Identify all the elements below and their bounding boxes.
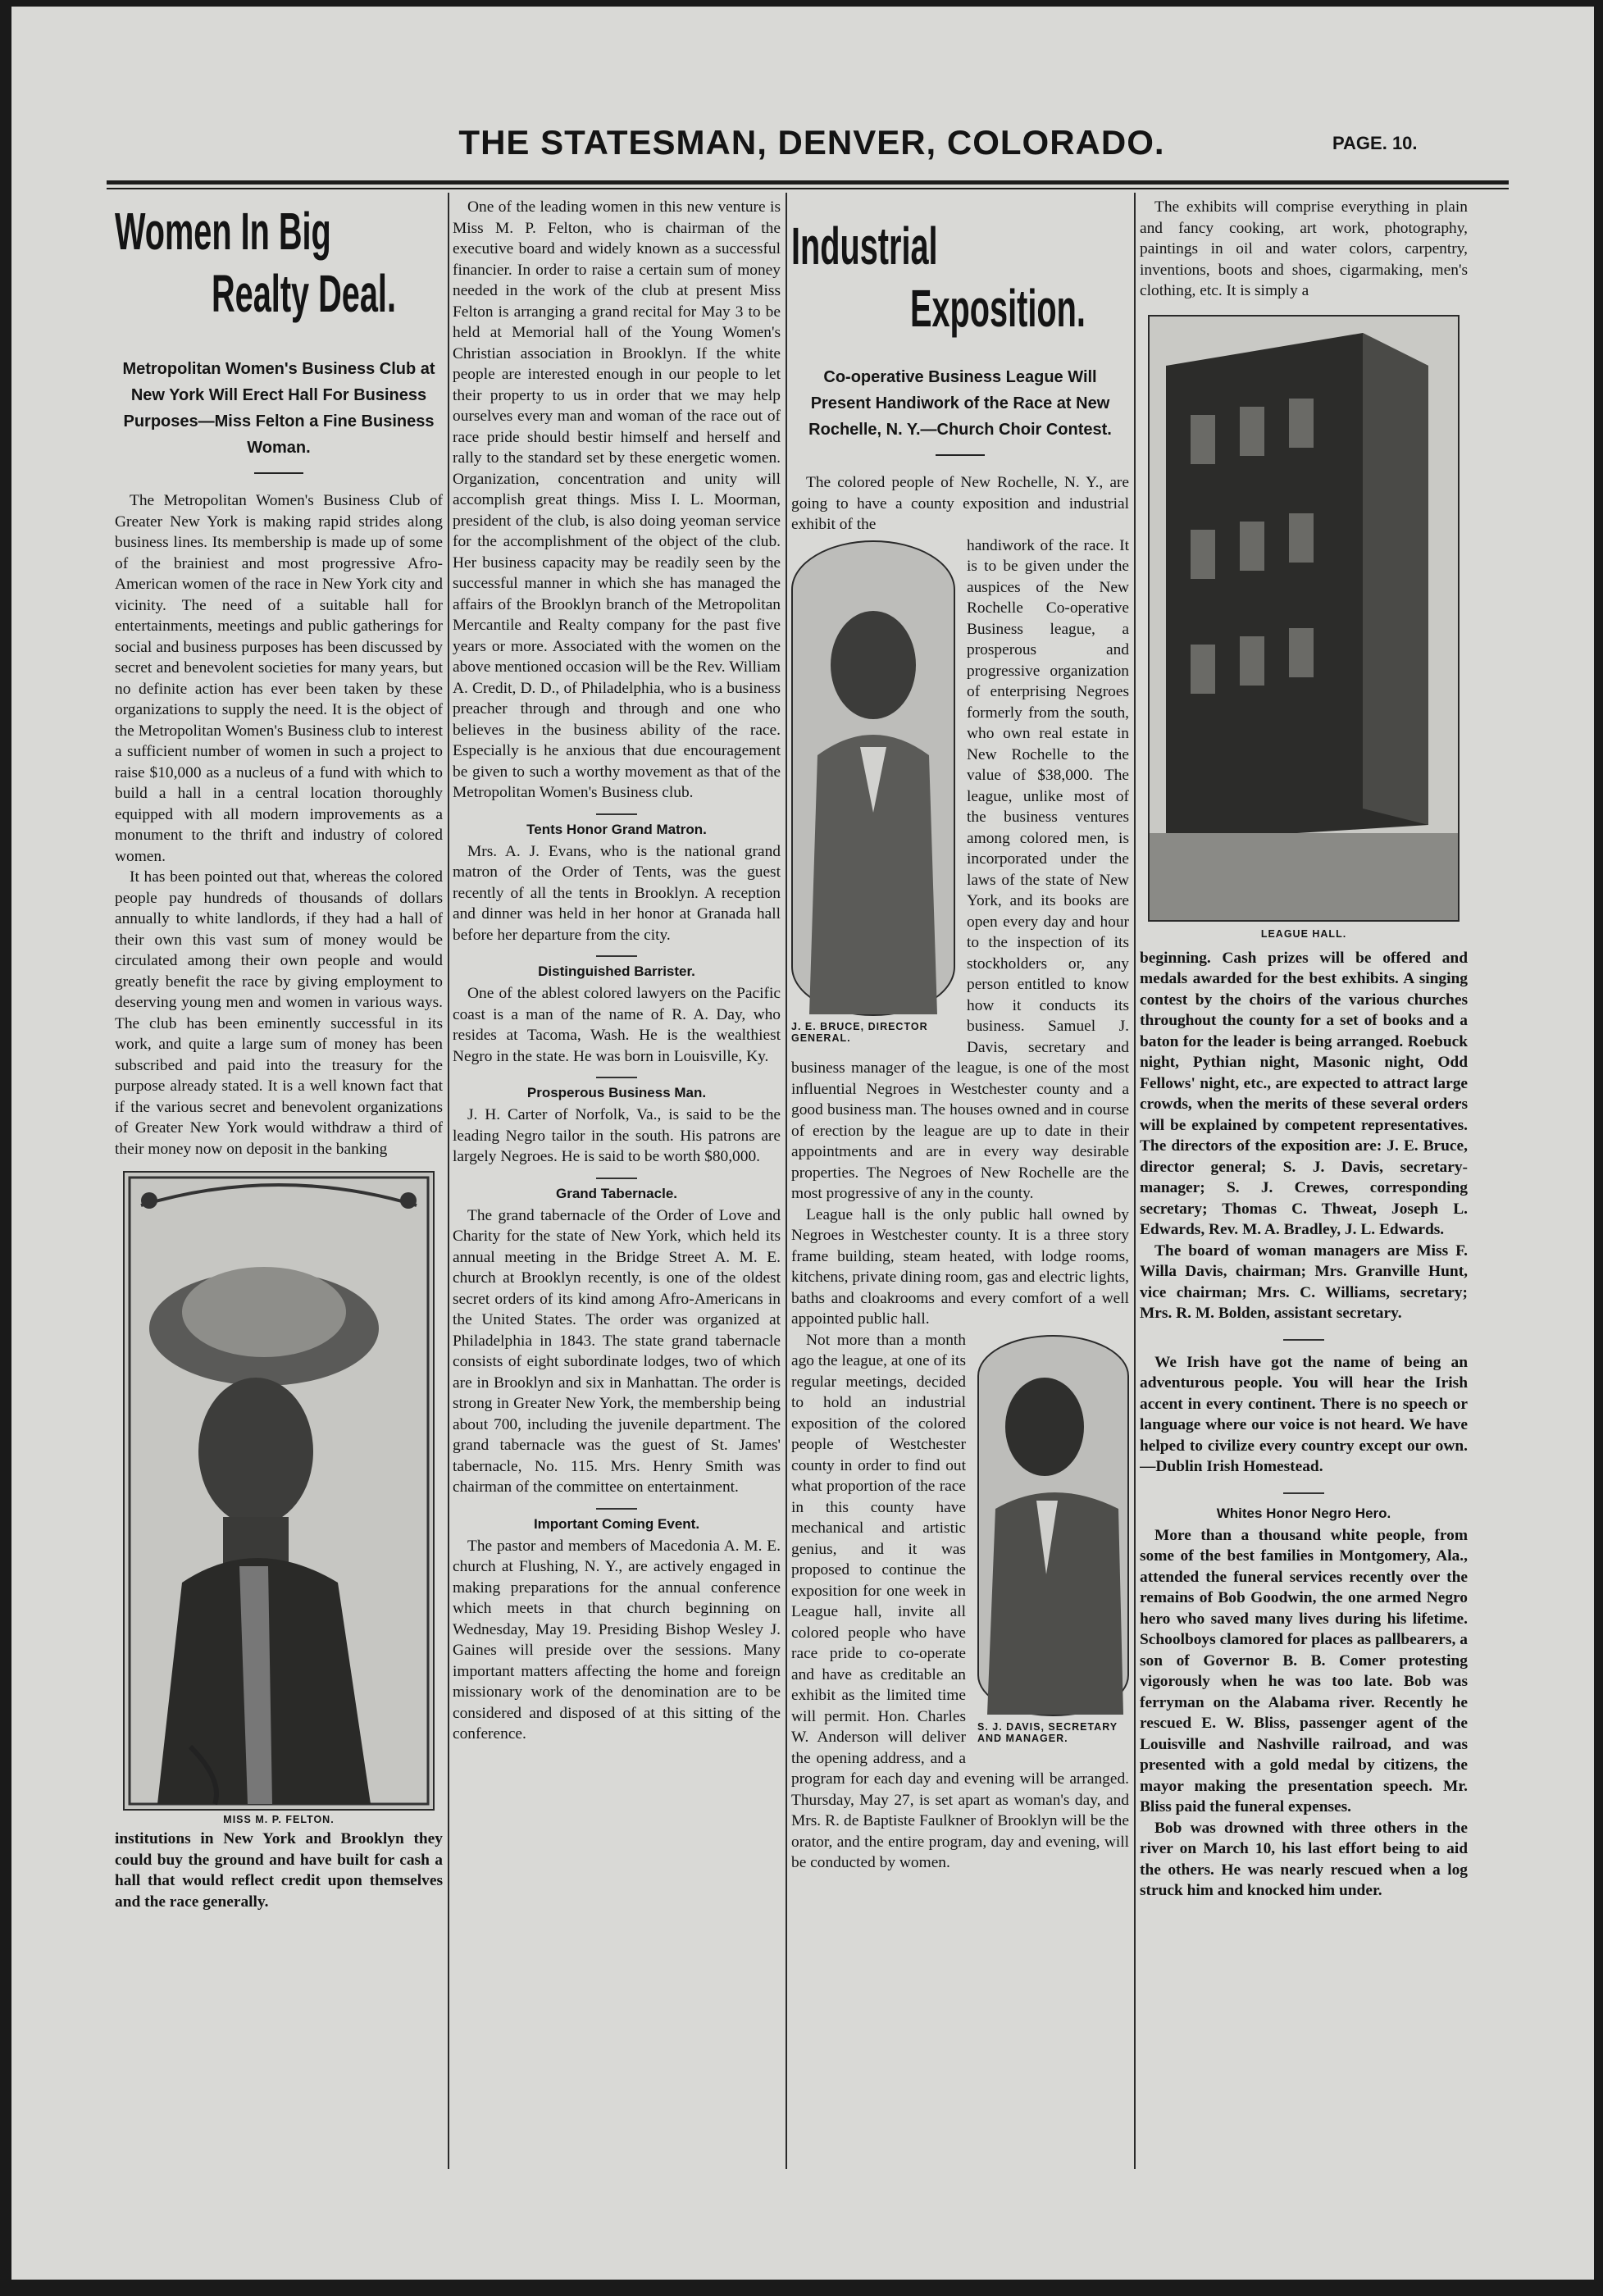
headline-industrial-exposition xyxy=(791,197,1129,344)
article-paragraph: institutions in New York and Brooklyn they could buy the ground and have built for cash a hall that would reflect credit upon themselves and the race generally. xyxy=(115,1830,443,1911)
article-paragraph: League hall is the only public hall owned by Negroes in Westchester county. It is a three story frame building, steam heated, with lodge rooms, kitchens, private dining room, gas and electric lights, baths and cloakrooms and every comfort of a well appointed public hall. xyxy=(791,1205,1129,1328)
photo-caption: J. E. BRUCE, DIRECTOR GENERAL. xyxy=(791,1020,928,1044)
portrait-photo-davis xyxy=(977,1335,1129,1716)
section-rule xyxy=(1283,1492,1324,1494)
photo-league-hall xyxy=(1148,315,1460,922)
column-2 xyxy=(453,197,781,2185)
article-paragraph: Bob was drowned with three others in the river on March 10, his last effort being to aid the others. He was nearly rescued when a log struck him and knocked him under. xyxy=(1140,1819,1468,1899)
photo-block-bruce xyxy=(791,540,955,1044)
column-4 xyxy=(1140,197,1468,2185)
photo-caption: LEAGUE HALL. xyxy=(1260,927,1347,940)
portrait-illustration xyxy=(793,542,954,1014)
article-paragraph: We Irish have got the name of being an adventurous people. You will hear the Irish accent in every continent. There is no speech or language where our voice is not heard. We have helped to civilize every country except our own.—Dublin Irish Homestead. xyxy=(1140,1353,1468,1475)
section-rule xyxy=(596,1077,637,1078)
building-illustration xyxy=(1150,317,1458,920)
article-paragraph: Not more than a month ago the league, at one of its regular meetings, decided to hold an industrial exposition of the colored people of Westchester county in order to find out what proportion of the race in this county have mechanical and artistic genius, and it was proposed to continue the exposition for one week in League hall, invite all colored people who have race pride to co-operate and have as creditable an exhibit as the limited time will permit. Hon. Charles W. Anderson will deliver the opening address, and a program for each day and evening will be arranged. Thursday, May 27, is set apart as woman's day, and Mrs. R. de Baptiste Faulkner of Brooklyn will be the orator, and the entire program, day and evening, will be conducted by women. xyxy=(791,1331,1129,1871)
article-paragraph: The exhibits will comprise everything in plain and fancy cooking, art work, photography, paintings in oil and water colors, carpentry, inventions, boots and shoes, cigarmaking, men's clothing, etc. It is simply a xyxy=(1140,198,1468,299)
column-1 xyxy=(115,197,443,2185)
masthead-title: THE STATESMAN, DENVER, COLORADO. xyxy=(458,123,1165,162)
portrait-photo-bruce xyxy=(791,540,955,1016)
column-3 xyxy=(791,197,1129,2185)
article-paragraph: More than a thousand white people, from some of the best families in Montgomery, Ala., attended the funeral services recently over the remains of Bob Goodwin, the one armed Negro hero who saved many lives during his lifetime. Schoolboys clamored for places as pallbearers, a son of Governor B. B. Comer protesting vigorously when he was too late. Bob was ferryman on the Alabama river. Recently he rescued E. W. Bliss, passenger agent of the Louisville and Nashville railroad, and was presented with a gold medal by citizens, the mayor making the presentation speech. Mr. Bliss paid the funeral expenses. xyxy=(1140,1526,1468,1815)
article-paragraph: The colored people of New Rochelle, N. Y., are going to have a county exposition and industrial exhibit of the xyxy=(791,474,1129,533)
deck-rule xyxy=(936,454,985,456)
article-paragraph: handiwork of the race. It is to be given under the auspices of the New Rochelle Co-operative Business league, a prosperous and progressive organization of enterprising Negroes formerly from the south, who own real estate in New Rochelle to the value of $38,000. The league, unlike most of the business ventures among colored men, is incorporated under the laws of the state of New York, and its books are open every day and hour to the inspection of its stockholders or, any person entitled to know how it conducts its business. Samuel J. Davis, secretary and business manager of the league, is one of the most influential Negroes in Westchester county and a good business man. The houses owned and in course of erection by the league are up to date in their appointments and are in every way desirable properties. The Negroes of New Rochelle are the most progressive of any in the county. xyxy=(791,536,1129,1202)
section-rule xyxy=(596,1508,637,1510)
article-paragraph: The grand tabernacle of the Order of Love and Charity for the state of New York, which held its annual meeting in the Bridge Street A. M. E. church at Brooklyn recently, is one of the oldest secret orders of its kind among Afro-Americans in the United States. The order was organized at Philadelphia in 1843. The state grand tabernacle consists of eight subordinate lodges, two of which are in Brooklyn and six in Manhattan. The order is strong in Greater New York, the membership being about 700, including the juvenile department. The grand tabernacle was the guest of St. James' tabernacle, No. 115. Mrs. Henry Smith was chairman of the committee on entertainment. xyxy=(453,1206,781,1496)
photo-caption: MISS M. P. FELTON. xyxy=(223,1814,335,1825)
article-paragraph: beginning. Cash prizes will be offered and medals awarded for the best exhibits. A singing contest by the choirs of the various churches throughout the county for a set of books and a baton for the leader is being arranged. Roebuck night, Pythian night, Masonic night, Odd Fellows' night, etc., are expected to attract large crowds, when the merits of these several orders will be explained by competent representatives. The directors of the exposition are: J. E. Bruce, director general; S. J. Davis, secretary-manager; S. J. Crewes, corresponding secretary; Thomas C. Thweat, Joseph L. Edwards, Rev. M. A. Bradley, J. L. Edwards. xyxy=(1140,949,1468,1238)
article-paragraph: One of the ablest colored lawyers on the Pacific coast is a man of the name of R. A. Day, who resides at Tacoma, Wash. He is the wealthiest Negro in the state. He was born in Louisville, Ky. xyxy=(453,985,781,1065)
headline-women-in-big-realty-deal xyxy=(115,197,443,335)
portrait-illustration xyxy=(125,1173,433,1809)
deck-rule xyxy=(254,472,303,474)
article-paragraph: One of the leading women in this new venture is Miss M. P. Felton, who is chairman of the executive board and widely known as a successful financier. In order to raise a certain sum of money needed in the work of the club at present Miss Felton is arranging a grand recital for May 3 to be held at Memorial hall of the Young Women's Christian association in Brooklyn. If the white people are interested enough in our people to let their property to us in order that we may help ourselves every man and woman of the race out of race pride should bestir himself and herself and rally to the standard set by these energetic women. Organization, concentration and unity will accomplish great things. Miss I. L. Moorman, president of the club, is also doing yeoman service for the accomplishment of the object of the club. Her business capacity may be readily seen by the successful manner in which she has managed the affairs of the Brooklyn branch of the Metropolitan Mercantile and Realty company for the past five years or more. Associated with the women on the above mentioned occasion will be the Rev. William A. Credit, D. D., of Philadelphia, who is a business preacher through and through and one who believes in the business ability of the race. Especially is he anxious that due encouragement be given to such a worthy movement as that of the Metropolitan Women's Business club. xyxy=(453,198,781,801)
article-paragraph: The Metropolitan Women's Business Club of Greater New York is making rapid strides along business lines. Its membership is made up of some of the brainiest and most progressive Afro-American women of the race in New York city and vicinity. The need of a suitable hall for entertainments, meetings and public gatherings for social and business purposes has been discussed by secret and benevolent societies for many years, but no definite action has ever been taken by these organizations to supply the need. It is the object of the Metropolitan Women's Business club to interest a sufficient number of women in such a project to raise $10,000 as a nucleus of a fund with which to build a hall in a central location thoroughly equipped with all modern improvements as a monument to the thrift and industry of colored women. xyxy=(115,492,443,865)
headline-line-1: Women In Big xyxy=(115,202,331,261)
subhead-important-coming-event: Important Coming Event. xyxy=(533,1515,700,1532)
column-divider xyxy=(448,193,449,2169)
subhead-distinguished-barrister: Distinguished Barrister. xyxy=(538,963,695,979)
photo-caption: S. J. DAVIS, SECRETARY AND MANAGER. xyxy=(977,1720,1118,1744)
headline-line-2: Realty Deal. xyxy=(212,264,396,323)
article-paragraph: The pastor and members of Macedonia A. M. E. church at Flushing, N. Y., are actively engaged in making preparations for the annual conference which meets in that church beginning on Wednesday, May 19. Presiding Bishop Wesley J. Gaines will preside over the sessions. Many important matters affecting the home and foreign missionary work of the denomination are to be considered and disposed of at this sitting of the conference. xyxy=(453,1537,781,1742)
headline-line-2: Exposition. xyxy=(910,279,1086,338)
page-number: PAGE. 10. xyxy=(1332,133,1418,153)
subhead-grand-tabernacle: Grand Tabernacle. xyxy=(555,1185,677,1201)
portrait-illustration xyxy=(979,1337,1127,1715)
article-paragraph: It has been pointed out that, whereas the colored people pay hundreds of thousands of dollars annually to white landlords, if they had a hall of their own this vast sum of money would be circulated among their own people and would greatly benefit the race by giving employment to deserving young men and women in various ways. The club has been eminently successful in its work, and quite a large sum of money has been subscribed and paid into the treasury for the purpose already stated. It is a well known fact that if the various secret and benevolent organizations of Greater New York would withdraw a third of their money now on deposit in the banking xyxy=(115,868,443,1158)
headline-line-1: Industrial xyxy=(791,216,938,276)
masthead-rule-thin xyxy=(107,188,1509,189)
section-rule xyxy=(596,813,637,815)
article-paragraph: J. H. Carter of Norfolk, Va., is said to be the leading Negro tailor in the south. His patrons are largely Negroes. He is said to be worth $80,000. xyxy=(453,1106,781,1165)
section-rule xyxy=(596,1178,637,1179)
subhead-tents-honor: Tents Honor Grand Matron. xyxy=(526,821,707,837)
photo-block-davis xyxy=(977,1335,1129,1744)
subhead-whites-honor-negro-hero: Whites Honor Negro Hero. xyxy=(1216,1505,1391,1521)
column-divider xyxy=(1134,193,1136,2169)
section-rule xyxy=(596,955,637,957)
masthead-rule xyxy=(107,180,1509,184)
article-deck: Metropolitan Women's Business Club at New York Will Erect Hall For Business Purposes—Miss Felton a Fine Business Woman. xyxy=(122,360,435,457)
article-paragraph: The board of woman managers are Miss F. Willa Davis, chairman; Mrs. Granville Hunt, vice chairman; Mrs. C. Williams, secretary; Mrs. R. M. Bolden, assistant secretary. xyxy=(1140,1241,1468,1322)
article-deck: Co-operative Business League Will Present Handiwork of the Race at New Rochelle, N. Y.—Church Choir Contest. xyxy=(808,368,1112,439)
subhead-prosperous-business-man: Prosperous Business Man. xyxy=(526,1085,707,1100)
article-paragraph: Mrs. A. J. Evans, who is the national grand matron of the Order of Tents, was the guest recently of all the tents in Brooklyn. A reception and dinner was held in her honor at Granada hall before her departure from the city. xyxy=(453,842,781,944)
column-divider xyxy=(786,193,787,2169)
portrait-photo-felton xyxy=(123,1171,435,1811)
section-rule xyxy=(1283,1339,1324,1341)
